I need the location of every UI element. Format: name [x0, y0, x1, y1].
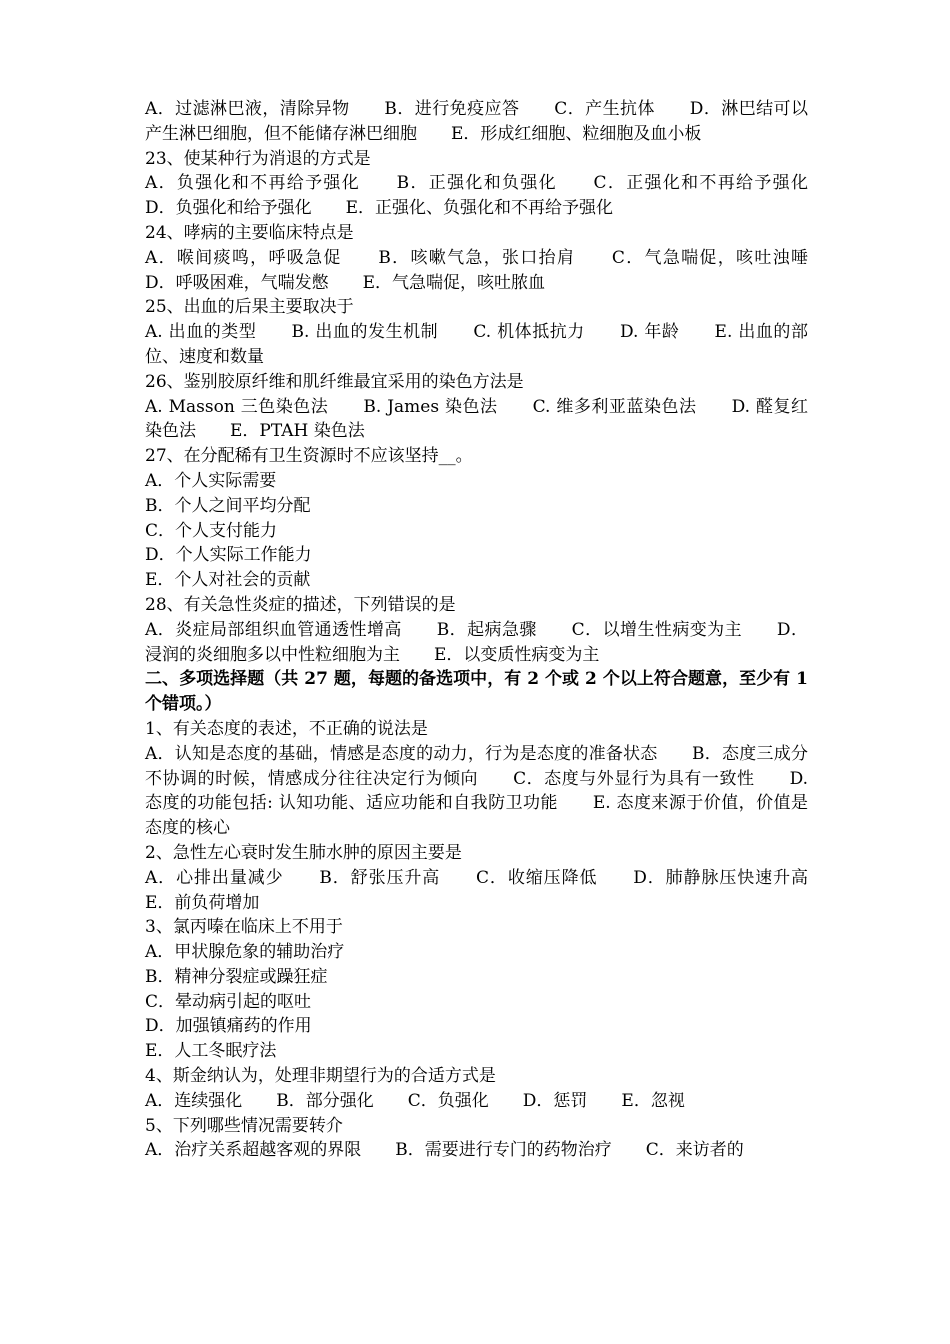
text-line: A. 出血的类型 B. 出血的发生机制 C. 机体抵抗力 D. 年龄 E. 出血的部位、速度和数量 [145, 322, 808, 367]
text-line: A．心排出量减少 B．舒张压升高 C．收缩压降低 D．肺静脉压快速升高 E．前负荷增加 [145, 867, 842, 913]
text-line: C．晕动病引起的呕吐 [145, 991, 312, 1012]
text-line: E．人工冬眠疗法 [145, 1041, 277, 1062]
text-line: 24、哮病的主要临床特点是 [145, 222, 354, 243]
text-line: 2、急性左心衰时发生肺水肿的原因主要是 [145, 842, 462, 863]
text-line: C．个人支付能力 [145, 520, 278, 541]
text-line: A．过滤淋巴液，清除异物 B．进行免疫应答 C．产生抗体 D．淋巴结可以产生淋巴细胞，但不能储存淋巴细胞 E．形成红细胞、粒细胞及血小板 [145, 99, 808, 144]
text-line: 25、出血的后果主要取决于 [145, 297, 354, 318]
text-line: 3、氯丙嗪在临床上不用于 [145, 917, 343, 938]
text-line: A. Masson 三色染色法 B. James 染色法 C. 维多利亚蓝染色法 D. 醛复红染色法 E．PTAH 染色法 [145, 396, 808, 442]
text-line: A．认知是态度的基础，情感是态度的动力，行为是态度的准备状态 B．态度三成分不协调的时候，情感成分往往决定行为倾向 C．态度与外显行为具有一致性 D. 态度的功能包括: 认知功能、适应功能和自我防卫功能 E. 态度来源于价值，价值是态度的核心 [145, 743, 814, 839]
text-line: 1、有关态度的表述，不正确的说法是 [145, 718, 428, 739]
text-line: A．治疗关系超越客观的界限 B．需要进行专门的药物治疗 C．来访者的 [145, 1140, 744, 1161]
text-line: 26、鉴别胶原纤维和肌纤维最宜采用的染色方法是 [145, 371, 524, 392]
section-heading: 二、多项选择题（共 27 题，每题的备选项中，有 2 个或 2 个以上符合题意，至少有 1 个错项。） [145, 669, 814, 715]
document-body [145, 97, 842, 1163]
text-line: 23、使某种行为消退的方式是 [145, 148, 371, 169]
text-line: 27、在分配稀有卫生资源时不应该坚持__。 [145, 446, 473, 467]
text-line: A．炎症局部组织血管通透性增高 B．起病急骤 C．以增生性病变为主 D．浸润的炎细胞多以中性粒细胞为主 E．以变质性病变为主 [145, 619, 808, 665]
text-line: A．个人实际需要 [145, 470, 277, 491]
text-line: D．加强镇痛药的作用 [145, 1016, 312, 1037]
text-line: B．精神分裂症或躁狂症 [145, 966, 328, 987]
text-line: A．负强化和不再给予强化 B．正强化和负强化 C．正强化和不再给予强化 D．负强化和给予强化 E．正强化、负强化和不再给予强化 [145, 173, 842, 219]
text-line: 28、有关急性炎症的描述，下列错误的是 [145, 594, 456, 615]
text-line: 5、下列哪些情况需要转介 [145, 1115, 343, 1136]
text-line: E．个人对社会的贡献 [145, 570, 311, 591]
text-line: A．甲状腺危象的辅助治疗 [145, 942, 345, 963]
text-line: D．个人实际工作能力 [145, 545, 312, 566]
text-line: B．个人之间平均分配 [145, 495, 311, 516]
text-line: A．喉间痰鸣，呼吸急促 B．咳嗽气急，张口抬肩 C．气急喘促，咳吐浊唾 D．呼吸困难，气喘发憋 E．气急喘促，咳吐脓血 [145, 247, 842, 293]
text-line: A．连续强化 B．部分强化 C．负强化 D．惩罚 E．忽视 [145, 1090, 685, 1111]
text-line: 4、斯金纳认为，处理非期望行为的合适方式是 [145, 1066, 496, 1087]
